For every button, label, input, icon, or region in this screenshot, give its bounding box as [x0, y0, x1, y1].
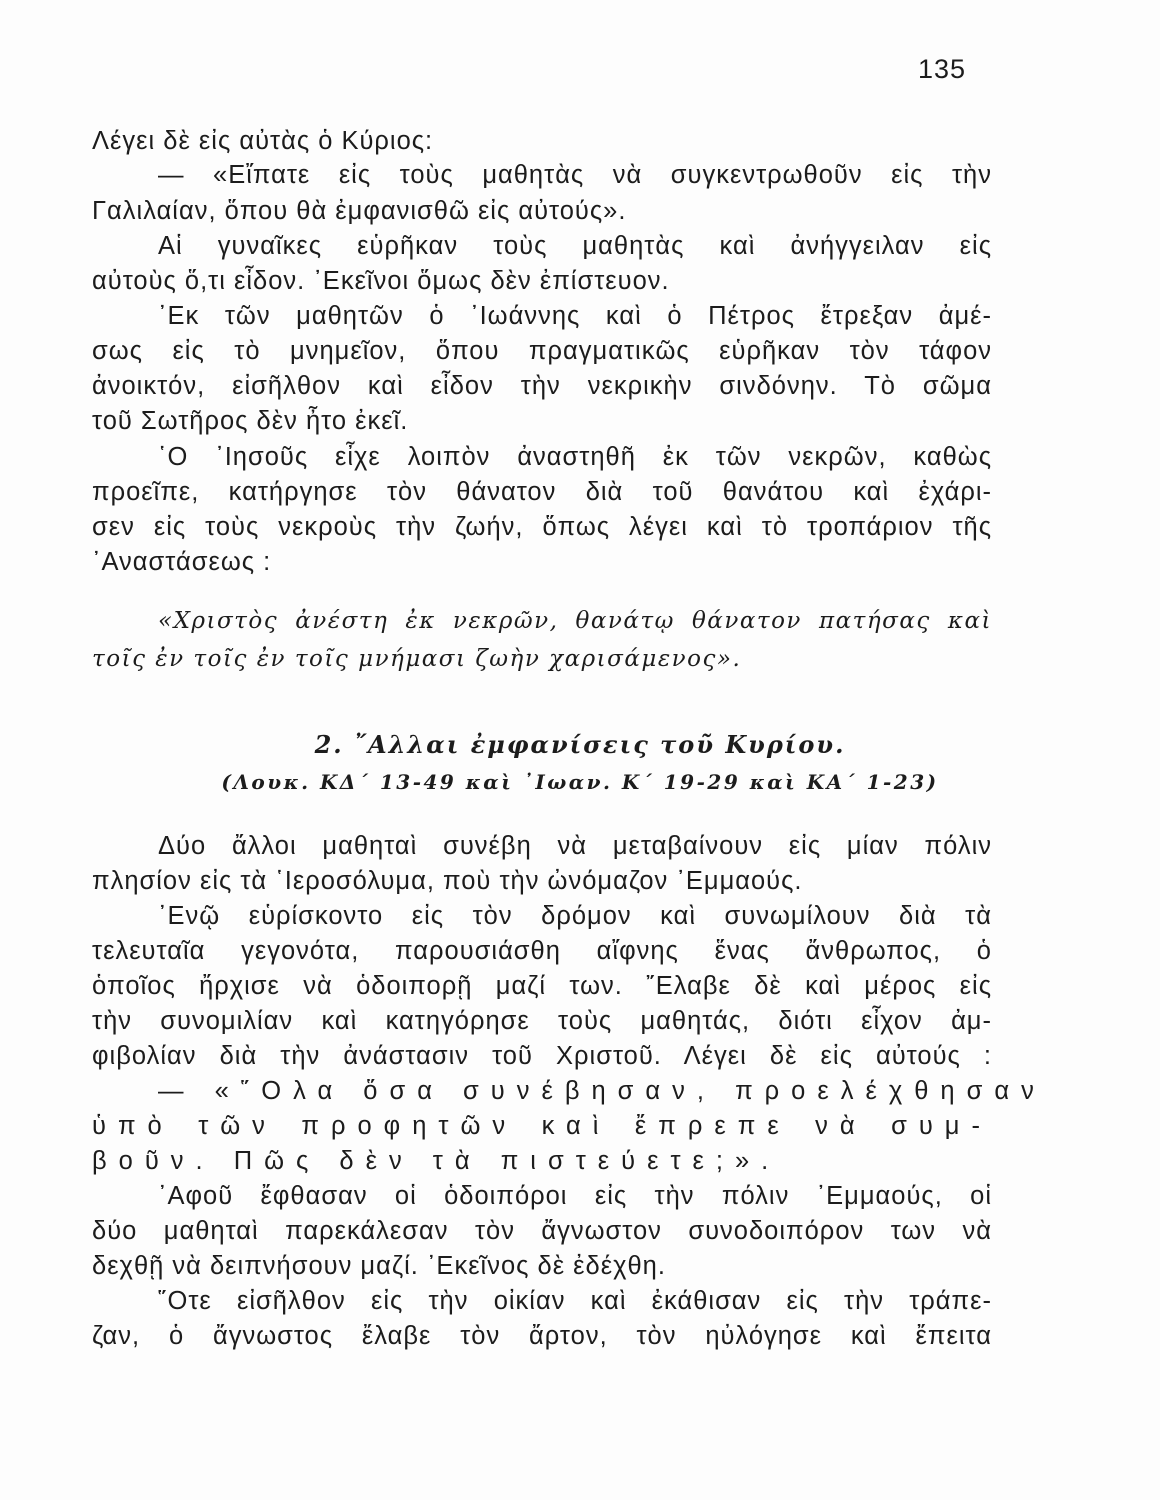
text-line-17: τελευταῖα γεγονότα, παρουσιάσθη αἴφνης ἕνας ἄνθρωπος, ὁ — [92, 937, 992, 965]
section-heading: 2. ῎Αλλαι ἐμφανίσεις τοῦ Κυρίου. — [314, 730, 846, 759]
text-line-1: Λέγει δὲ εἰς αὐτὰς ὁ Κύριος: — [92, 127, 434, 155]
text-line-3: Γαλιλαίαν, ὅπου θὰ ἐμφανισθῶ εἰς αὐτούς». — [92, 197, 627, 225]
text-line-10: ῾Ο ᾿Ιησοῦς εἶχε λοιπὸν ἀναστηθῆ ἐκ τῶν νεκρῶν, καθὼς — [158, 443, 992, 471]
text-line-23: βοῦν. Πῶς δὲν τὰ πιστεύετε;». — [92, 1147, 781, 1175]
text-line-8: ἀνοικτόν, εἰσῆλθον καὶ εἶδον τὴν νεκρικὴν σινδόνην. Τὸ σῶμα — [92, 372, 992, 400]
text-line-13: ᾿Αναστάσεως : — [92, 548, 272, 576]
text-line-24: ᾿Αφοῦ ἔφθασαν οἱ ὁδοιπόροι εἰς τὴν πόλιν ᾿Εμμαούς, οἱ — [158, 1182, 992, 1210]
text-line-9: τοῦ Σωτῆρος δὲν ἦτο ἐκεῖ. — [92, 407, 409, 435]
page-number: 135 — [918, 54, 967, 84]
section-reference: (Λουκ. ΚΔ΄ 13-49 καὶ ᾿Ιωαν. Κ΄ 19-29 καὶ ΚΑ΄ 1-23) — [221, 770, 939, 794]
text-line-12: σεν εἰς τοὺς νεκροὺς τὴν ζωήν, ὅπως λέγει καὶ τὸ τροπάριον τῆς — [92, 513, 992, 541]
text-line-22: ὑπὸ τῶν προφητῶν καὶ ἔπρεπε νὰ συμ- — [92, 1112, 992, 1140]
text-line-5: αὐτοὺς ὅ,τι εἶδον. ᾿Εκεῖνοι ὅμως δὲν ἐπίστευον. — [92, 267, 670, 295]
text-line-26: δεχθῇ νὰ δειπνήσουν μαζί. ᾿Εκεῖνος δὲ ἐδέχθη. — [92, 1252, 666, 1280]
text-line-14: Δύο ἄλλοι μαθηταὶ συνέβη νὰ μεταβαίνουν εἰς μίαν πόλιν — [158, 832, 992, 860]
text-line-4: Αἱ γυναῖκες εὑρῆκαν τοὺς μαθητὰς καὶ ἀνήγγειλαν εἰς — [158, 232, 992, 260]
text-line-7: σως εἰς τὸ μνημεῖον, ὅπου πραγματικῶς εὑρῆκαν τὸν τάφον — [92, 337, 992, 365]
text-line-19: τὴν συνομιλίαν καὶ κατηγόρησε τοὺς μαθητάς, διότι εἶχον ἀμ- — [92, 1007, 992, 1035]
text-line-27: ῞Οτε εἰσῆλθον εἰς τὴν οἰκίαν καὶ ἐκάθισαν εἰς τὴν τράπε- — [158, 1287, 992, 1315]
text-line-15: πλησίον εἰς τὰ ῾Ιεροσόλυμα, ποὺ τὴν ὠνόμαζον ᾿Εμμαούς. — [92, 867, 803, 895]
text-line-25: δύο μαθηταὶ παρεκάλεσαν τὸν ἄγνωστον συνοδοιπόρον των νὰ — [92, 1217, 992, 1245]
text-line-20: φιβολίαν διὰ τὴν ἀνάστασιν τοῦ Χριστοῦ. Λέγει δὲ εἰς αὐτούς : — [92, 1042, 992, 1070]
text-line-18: ὁποῖος ἤρχισε νὰ ὁδοιπορῇ μαζί των. ῎Ελαβε δὲ καὶ μέρος εἰς — [92, 972, 992, 1000]
troparion-line-1: «Χριστὸς ἀνέστη ἐκ νεκρῶν, θανάτῳ θάνατον πατήσας καὶ — [158, 608, 992, 634]
troparion-line-2: τοῖς ἐν τοῖς ἐν τοῖς μνήμασι ζωὴν χαρισάμενος». — [92, 646, 742, 672]
text-line-6: ᾿Εκ τῶν μαθητῶν ὁ ᾿Ιωάννης καὶ ὁ Πέτρος ἔτρεξαν ἀμέ- — [158, 302, 992, 330]
text-line-28: ζαν, ὁ ἄγνωστος ἔλαβε τὸν ἄρτον, τὸν ηὐλόγησε καὶ ἔπειτα — [92, 1322, 992, 1350]
text-line-11: προεῖπε, κατήργησε τὸν θάνατον διὰ τοῦ θανάτου καὶ ἐχάρι- — [92, 478, 992, 506]
text-line-16: ᾿Ενῷ εὑρίσκοντο εἰς τὸν δρόμον καὶ συνωμίλουν διὰ τὰ — [158, 902, 992, 930]
text-line-2: — «Εἴπατε εἰς τοὺς μαθητὰς νὰ συγκεντρωθοῦν εἰς τὴν — [158, 161, 992, 189]
text-line-21: — «῞Ολα ὅσα συνέβησαν, προελέχθησαν — [158, 1077, 1046, 1105]
